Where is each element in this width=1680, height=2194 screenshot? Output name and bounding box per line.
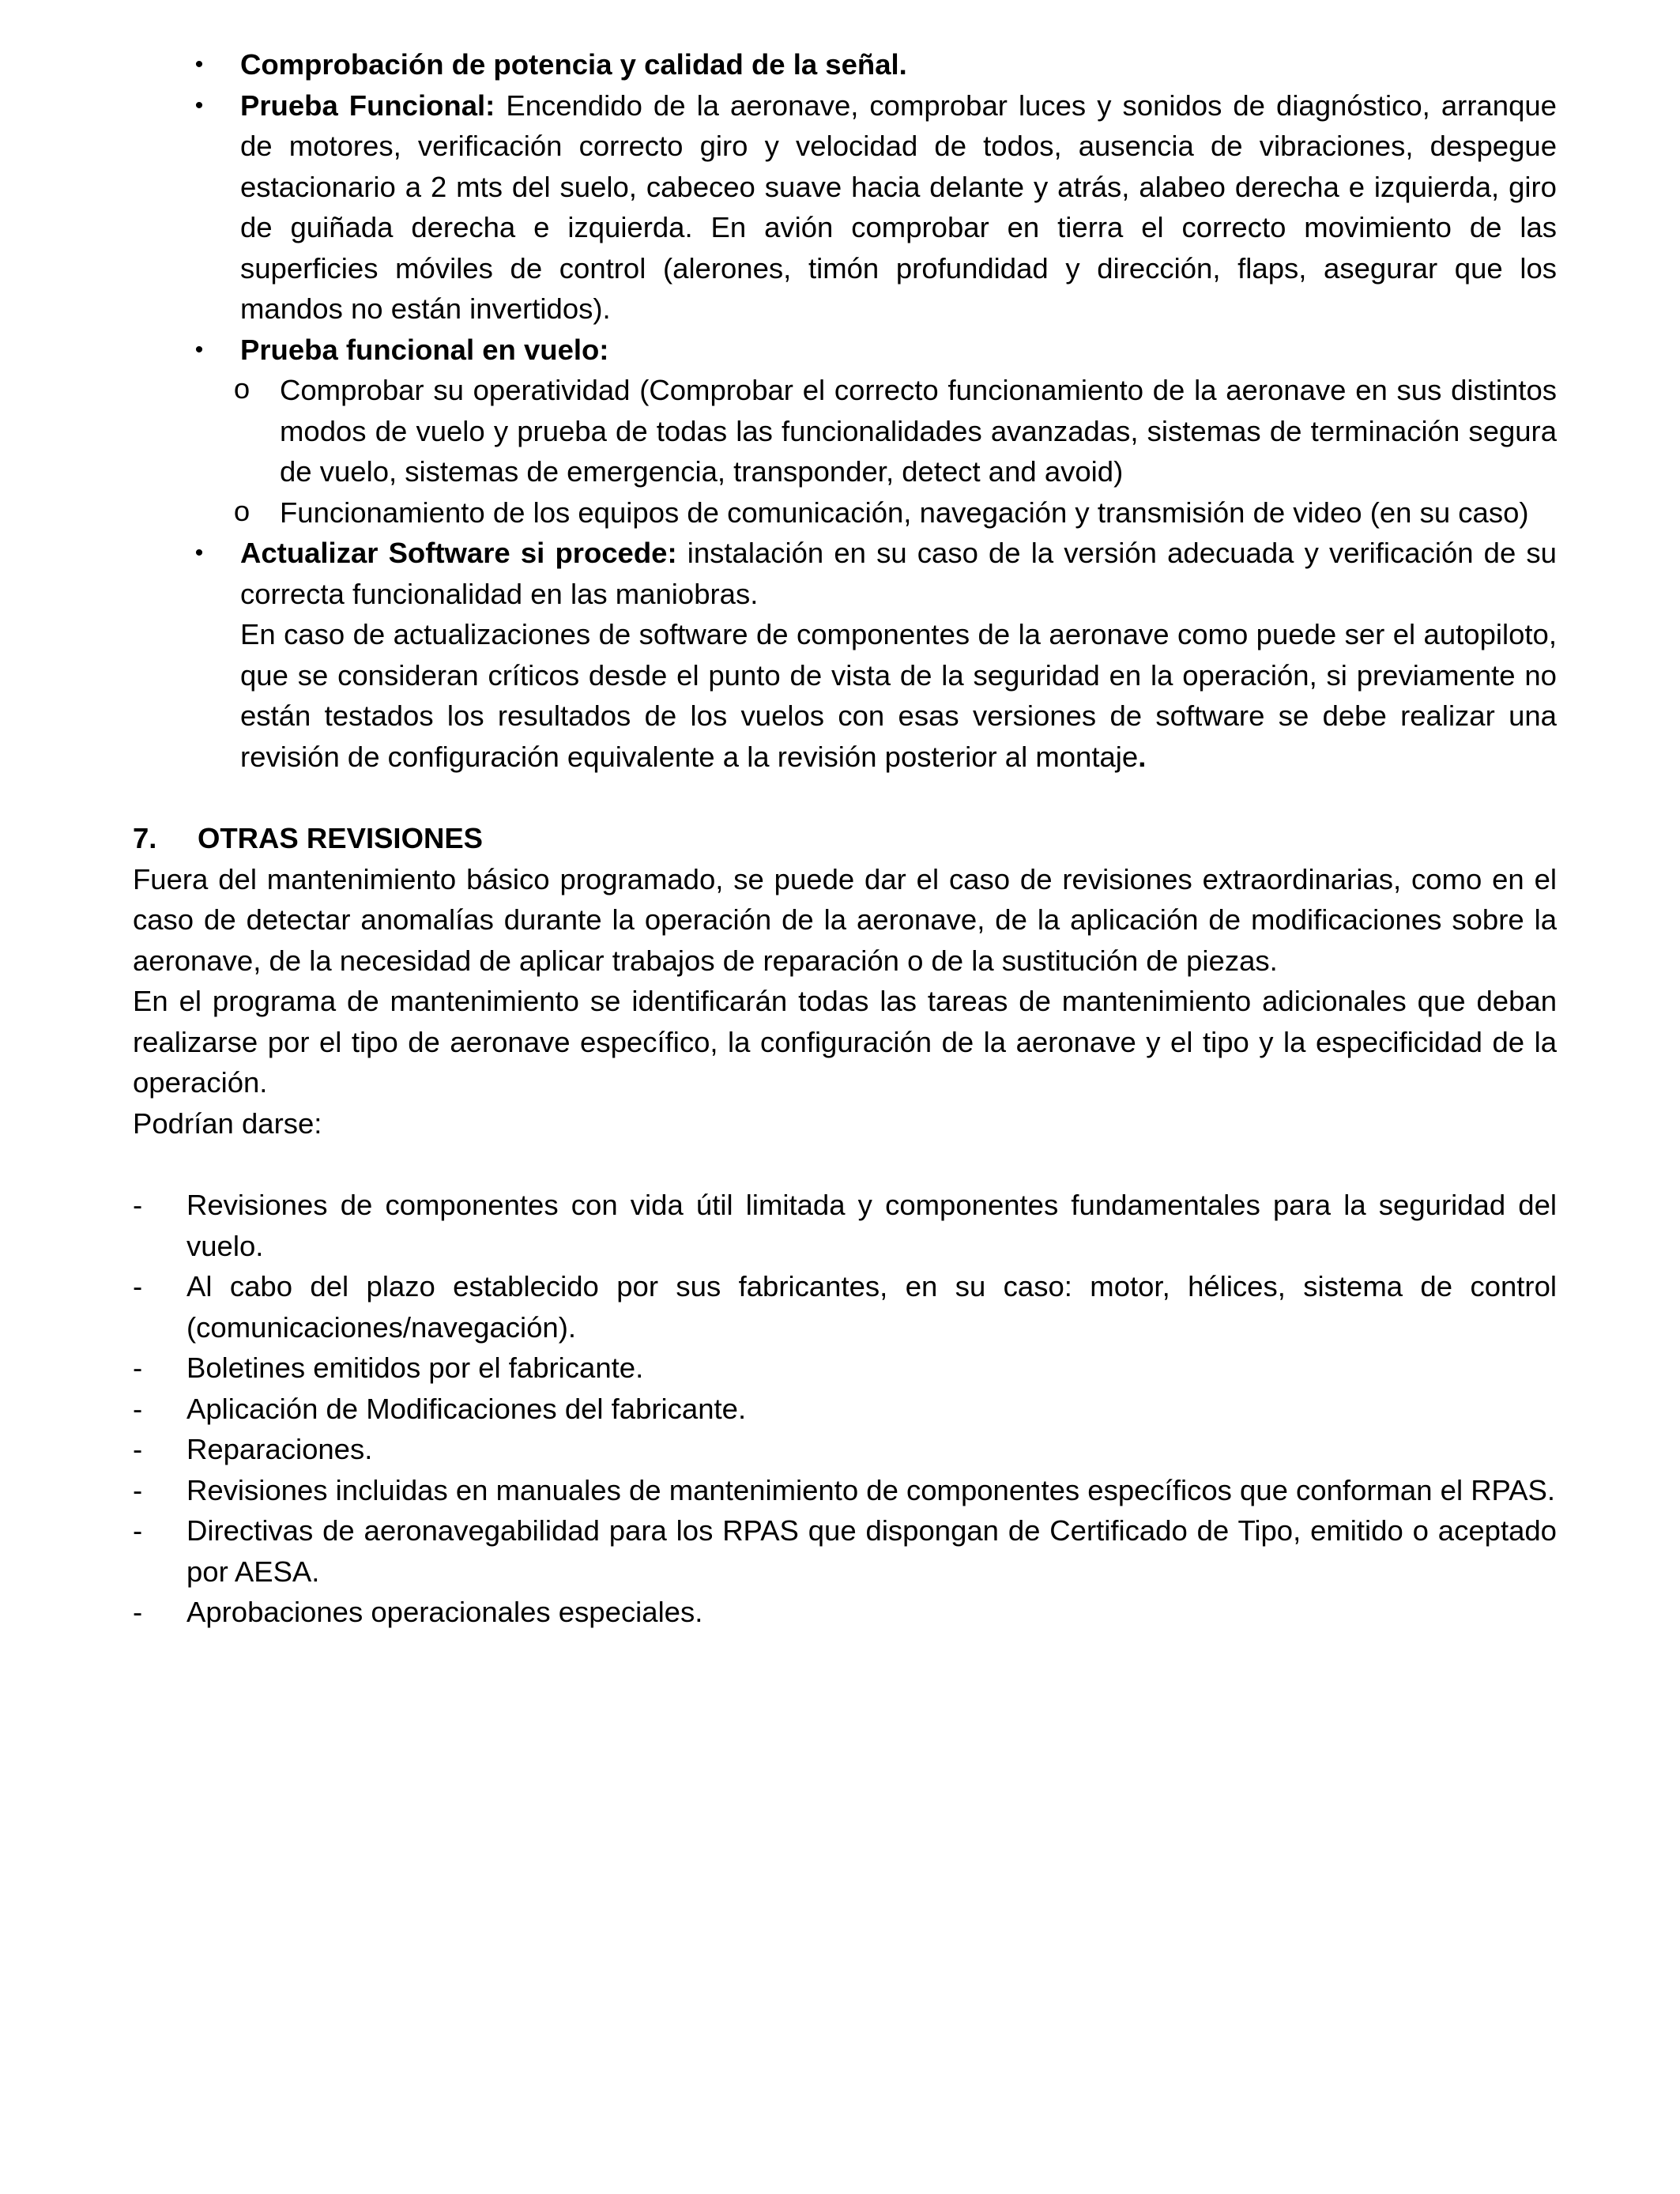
- dash-item-text: Directivas de aeronavegabilidad para los RPAS que dispongan de Certificado de Tipo, emitido o aceptado por AESA.: [186, 1514, 1557, 1588]
- dash-item-text: Reparaciones.: [186, 1433, 373, 1465]
- bullet-extra-period: .: [1138, 740, 1147, 773]
- dash-item-repairs: [133, 1429, 1557, 1470]
- dash-item-manufacturer-term: [133, 1266, 1557, 1348]
- sub-bullet-text: Comprobar su operatividad (Comprobar el correcto funcionamiento de la aeronave en sus distintos modos de vuelo y prueba de todas las funcionalidades avanzadas, sistemas de terminación segura de vuelo, sistemas de emergencia, transponder, detect and avoid): [280, 374, 1557, 488]
- dash-icon: -: [133, 1392, 143, 1425]
- section-paragraph-3: Podrían darse:: [133, 1106, 322, 1140]
- bullet-bold-label: Prueba Funcional:: [240, 89, 495, 122]
- bullet-text: instalación en su caso de la versión adecuada y verificación de su correcta funcionalidad en las maniobras.: [240, 537, 1557, 610]
- sub-bullet-list: [133, 370, 1557, 533]
- dash-item-text: Al cabo del plazo establecido por sus fabricantes, en su caso: motor, hélices, sistema de control (comunicaciones/navegación).: [186, 1270, 1557, 1344]
- document-page: [133, 44, 1557, 1633]
- dash-icon: -: [133, 1433, 143, 1465]
- dash-icon: -: [133, 1473, 143, 1506]
- dash-icon: -: [133, 1189, 143, 1221]
- dash-item-manual-revisions: [133, 1470, 1557, 1511]
- bullet-icon: •: [194, 336, 204, 363]
- bullet-text: Encendido de la aeronave, comprobar luces y sonidos de diagnóstico, arranque de motores, verificación correcto giro y velocidad de todos, ausencia de vibraciones, despegue estacionario a 2 mts del suelo, cabeceo suave hacia delante y atrás, alabeo derecha e izquierda, giro de guiñada derecha e izquierda. En avión comprobar en tierra el correcto movimiento de las superficies móviles de control (alerones, timón profundidad y dirección, flaps, asegurar que los mandos no están invertidos).: [240, 89, 1557, 325]
- section-paragraph-2: En el programa de mantenimiento se identificarán todas las tareas de mantenimiento adicionales que deban realizarse por el tipo de aeronave específico, la configuración de la aeronave y el tipo y la especificidad de la operación.: [133, 985, 1557, 1099]
- bullet-icon: •: [194, 92, 204, 119]
- sub-bullet-icon: o: [233, 494, 250, 527]
- dash-item-text: Aplicación de Modificaciones del fabricante.: [186, 1392, 747, 1425]
- dash-item-airworthiness: [133, 1510, 1557, 1592]
- dash-icon: -: [133, 1270, 143, 1302]
- sub-bullet-item-communication: [133, 492, 1557, 533]
- bullet-extra-paragraph: [240, 614, 1557, 777]
- sub-bullet-text: Funcionamiento de los equipos de comunicación, navegación y transmisión de video (en su caso): [280, 496, 1529, 529]
- dash-item-text: Revisiones de componentes con vida útil limitada y componentes fundamentales para la seguridad del vuelo.: [186, 1189, 1557, 1262]
- bullet-bold-label: Actualizar Software si procede:: [240, 537, 677, 569]
- section-number: 7.: [133, 822, 157, 854]
- section-heading: [133, 818, 1557, 859]
- bullet-item-software-update: [133, 533, 1557, 777]
- bullet-list-software: [133, 533, 1557, 777]
- bullet-item-functional-test: [133, 85, 1557, 330]
- section-paragraph-1: Fuera del mantenimiento básico programado, se puede dar el caso de revisiones extraordinarias, como en el caso de detectar anomalías durante la operación de la aeronave, de la aplicación de modificaciones sobre la aeronave, de la necesidad de aplicar trabajos de reparación o de la sustitución de piezas.: [133, 862, 1557, 977]
- dash-item-text: Aprobaciones operacionales especiales.: [186, 1596, 703, 1628]
- bullet-item-flight-test: [133, 330, 1557, 371]
- dash-item-limited-life: [133, 1185, 1557, 1266]
- bullet-extra-text: En caso de actualizaciones de software de componentes de la aeronave como puede ser el autopiloto, que se consideran críticos desde el punto de vista de la seguridad en la operación, si previamente no están testados los resultados de los vuelos con esas versiones de software se debe realizar una revisión de configuración equivalente a la revisión posterior al montaje: [240, 618, 1557, 773]
- dash-icon: -: [133, 1351, 143, 1384]
- dash-item-text: Revisiones incluidas en manuales de mantenimiento de componentes específicos que conforman el RPAS.: [186, 1473, 1556, 1506]
- bullet-list: [133, 44, 1557, 370]
- sub-bullet-item-operability: [133, 370, 1557, 492]
- bullet-bold-label: Prueba funcional en vuelo:: [240, 333, 609, 366]
- bullet-item-power-check: [133, 44, 1557, 85]
- dash-icon: -: [133, 1514, 143, 1547]
- dash-item-modifications: [133, 1389, 1557, 1430]
- dash-item-bulletins: [133, 1348, 1557, 1389]
- dash-icon: -: [133, 1596, 143, 1628]
- dash-item-operational-approvals: [133, 1592, 1557, 1633]
- section-title: OTRAS REVISIONES: [198, 822, 484, 854]
- sub-bullet-icon: o: [233, 372, 250, 405]
- bullet-icon: •: [194, 51, 204, 77]
- dash-list: [133, 1185, 1557, 1633]
- bullet-icon: •: [194, 540, 204, 566]
- dash-item-text: Boletines emitidos por el fabricante.: [186, 1351, 644, 1384]
- bullet-bold-label: Comprobación de potencia y calidad de la señal.: [240, 48, 907, 81]
